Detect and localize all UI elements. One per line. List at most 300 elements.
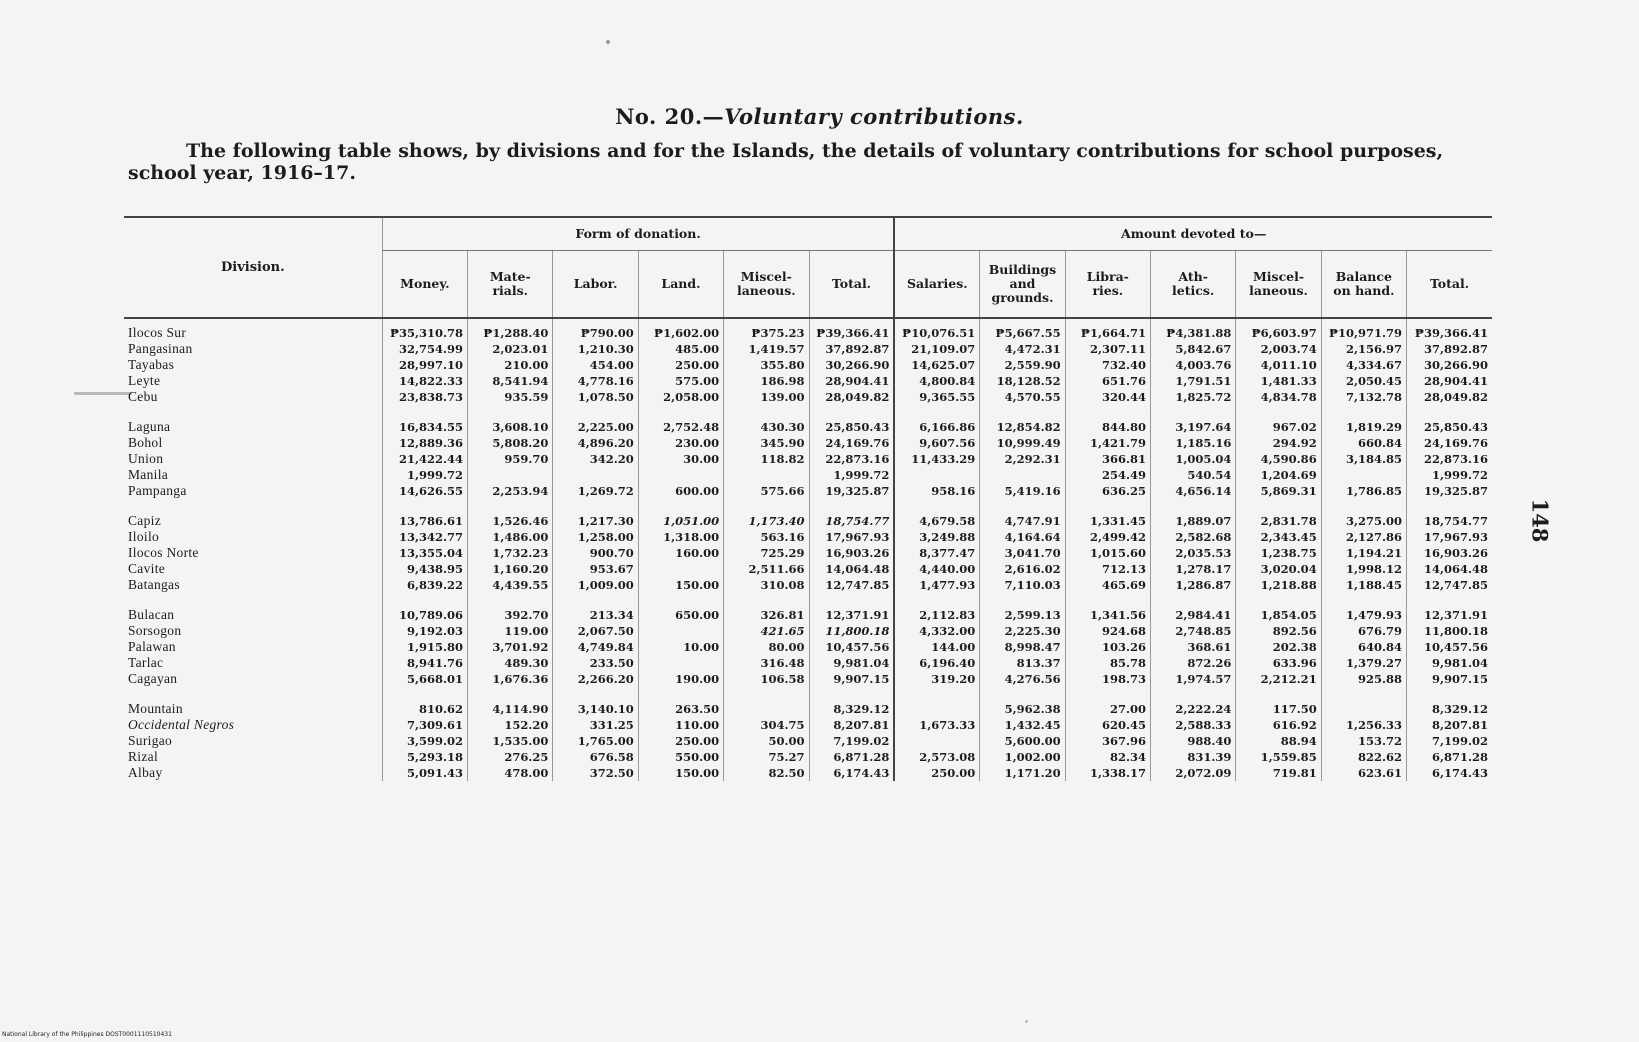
- column-header: Miscel- laneous.: [1236, 251, 1321, 319]
- value-cell: 1,185.16: [1150, 435, 1235, 451]
- value-cell: 110.00: [638, 717, 723, 733]
- value-cell: 2,067.50: [553, 623, 638, 639]
- value-cell: 719.81: [1236, 765, 1321, 781]
- division-name: Manila: [128, 467, 169, 482]
- value-cell: 103.26: [1065, 639, 1150, 655]
- value-cell: 28,904.41: [1407, 373, 1492, 389]
- value-cell: 9,607.56: [894, 435, 979, 451]
- value-cell: 18,754.77: [809, 513, 894, 529]
- value-cell: ₱10,971.79: [1321, 325, 1406, 341]
- value-cell: 4,011.10: [1236, 357, 1321, 373]
- value-cell: 1,526.46: [468, 513, 553, 529]
- library-credit: National Library of the Philippines DOST0001110510431: [2, 1031, 172, 1038]
- table-row: [124, 373, 1492, 389]
- table-row: [124, 545, 1492, 561]
- value-cell: 900.70: [553, 545, 638, 561]
- division-name: Cebu: [128, 389, 158, 404]
- value-cell: 5,600.00: [980, 733, 1065, 749]
- value-cell: 7,110.03: [980, 577, 1065, 593]
- value-cell: 28,904.41: [809, 373, 894, 389]
- value-cell: 14,625.07: [894, 357, 979, 373]
- table-row: [124, 577, 1492, 593]
- value-cell: 5,419.16: [980, 483, 1065, 499]
- value-cell: 28,997.10: [382, 357, 467, 373]
- value-cell: 16,903.26: [1407, 545, 1492, 561]
- value-cell: 1,258.00: [553, 529, 638, 545]
- intro-paragraph: The following table shows, by divisions and for the Islands, the details of voluntary contributions for school purposes, school year, 1916–17.: [128, 140, 1444, 184]
- value-cell: 25,850.43: [809, 419, 894, 435]
- value-cell: 958.16: [894, 483, 979, 499]
- value-cell: 2,599.13: [980, 607, 1065, 623]
- value-cell: 326.81: [724, 607, 809, 623]
- value-cell: 10,457.56: [809, 639, 894, 655]
- value-cell: 732.40: [1065, 357, 1150, 373]
- table-row: [124, 765, 1492, 781]
- value-cell: 2,035.53: [1150, 545, 1235, 561]
- value-cell: 368.61: [1150, 639, 1235, 655]
- value-cell: 3,249.88: [894, 529, 979, 545]
- value-cell: ₱6,603.97: [1236, 325, 1321, 341]
- value-cell: 2,292.31: [980, 451, 1065, 467]
- value-cell: 892.56: [1236, 623, 1321, 639]
- group-spacer: [124, 593, 1492, 607]
- division-name: Tayabas: [128, 357, 175, 372]
- value-cell: 9,365.55: [894, 389, 979, 405]
- value-cell: 6,871.28: [809, 749, 894, 765]
- value-cell: 82.50: [724, 765, 809, 781]
- value-cell: 1,481.33: [1236, 373, 1321, 389]
- value-cell: ₱39,366.41: [809, 325, 894, 341]
- value-cell: 186.98: [724, 373, 809, 389]
- division-name: Albay: [128, 765, 163, 780]
- value-cell: 2,003.74: [1236, 341, 1321, 357]
- value-cell: 430.30: [724, 419, 809, 435]
- value-cell: 19,325.87: [809, 483, 894, 499]
- value-cell: 8,998.47: [980, 639, 1065, 655]
- value-cell: 7,309.61: [382, 717, 467, 733]
- scan-speck: [1025, 1020, 1028, 1023]
- value-cell: 9,981.04: [1407, 655, 1492, 671]
- table-row: [124, 513, 1492, 529]
- value-cell: 8,377.47: [894, 545, 979, 561]
- table-row: [124, 749, 1492, 765]
- value-cell: 372.50: [553, 765, 638, 781]
- division-name: Palawan: [128, 639, 176, 654]
- value-cell: 1,791.51: [1150, 373, 1235, 389]
- division-name: Leyte: [128, 373, 161, 388]
- value-cell: 160.00: [638, 545, 723, 561]
- value-cell: 6,871.28: [1407, 749, 1492, 765]
- value-cell: 2,253.94: [468, 483, 553, 499]
- table-row: [124, 341, 1492, 357]
- table-header: [124, 217, 1492, 318]
- value-cell: 1,286.87: [1150, 577, 1235, 593]
- value-cell: 1,278.17: [1150, 561, 1235, 577]
- value-cell: 276.25: [468, 749, 553, 765]
- column-header: Labor.: [553, 251, 638, 319]
- division-name: Pampanga: [128, 483, 187, 498]
- value-cell: 7,132.78: [1321, 389, 1406, 405]
- value-cell: 5,842.67: [1150, 341, 1235, 357]
- value-cell: 1,535.00: [468, 733, 553, 749]
- group-spacer: [124, 687, 1492, 701]
- value-cell: 616.92: [1236, 717, 1321, 733]
- value-cell: 640.84: [1321, 639, 1406, 655]
- value-cell: 12,747.85: [1407, 577, 1492, 593]
- value-cell: 2,752.48: [638, 419, 723, 435]
- value-cell: 12,371.91: [809, 607, 894, 623]
- value-cell: 4,164.64: [980, 529, 1065, 545]
- value-cell: 250.00: [894, 765, 979, 781]
- value-cell: [980, 467, 1065, 483]
- value-cell: 19,325.87: [1407, 483, 1492, 499]
- table-row: [124, 561, 1492, 577]
- form-of-donation-header: Form of donation.: [382, 217, 894, 251]
- value-cell: 4,276.56: [980, 671, 1065, 687]
- value-cell: 106.58: [724, 671, 809, 687]
- value-cell: 263.50: [638, 701, 723, 717]
- value-cell: 117.50: [1236, 701, 1321, 717]
- division-name: Batangas: [128, 577, 180, 592]
- value-cell: 925.88: [1321, 671, 1406, 687]
- value-cell: 316.48: [724, 655, 809, 671]
- value-cell: 18,128.52: [980, 373, 1065, 389]
- value-cell: 2,511.66: [724, 561, 809, 577]
- value-cell: 623.61: [1321, 765, 1406, 781]
- value-cell: 12,854.82: [980, 419, 1065, 435]
- value-cell: 8,541.94: [468, 373, 553, 389]
- value-cell: 18,754.77: [1407, 513, 1492, 529]
- value-cell: 421.65: [724, 623, 809, 639]
- division-name: Cavite: [128, 561, 166, 576]
- value-cell: 85.78: [1065, 655, 1150, 671]
- value-cell: 575.00: [638, 373, 723, 389]
- value-cell: 198.73: [1065, 671, 1150, 687]
- value-cell: ₱5,667.55: [980, 325, 1065, 341]
- value-cell: 2,156.97: [1321, 341, 1406, 357]
- value-cell: 8,207.81: [1407, 717, 1492, 733]
- value-cell: 1,002.00: [980, 749, 1065, 765]
- value-cell: 2,831.78: [1236, 513, 1321, 529]
- value-cell: 465.69: [1065, 577, 1150, 593]
- value-cell: 1,854.05: [1236, 607, 1321, 623]
- column-header: Buildings and grounds.: [980, 251, 1065, 319]
- value-cell: 21,422.44: [382, 451, 467, 467]
- value-cell: 1,331.45: [1065, 513, 1150, 529]
- value-cell: 650.00: [638, 607, 723, 623]
- value-cell: 540.54: [1150, 467, 1235, 483]
- value-cell: 1,999.72: [382, 467, 467, 483]
- value-cell: 1,318.00: [638, 529, 723, 545]
- division-name: Pangasinan: [128, 341, 193, 356]
- value-cell: 250.00: [638, 733, 723, 749]
- value-cell: 3,140.10: [553, 701, 638, 717]
- value-cell: 152.20: [468, 717, 553, 733]
- value-cell: 11,800.18: [809, 623, 894, 639]
- value-cell: 1,217.30: [553, 513, 638, 529]
- table-row: [124, 639, 1492, 655]
- value-cell: 190.00: [638, 671, 723, 687]
- division-name: Ilocos Norte: [128, 545, 199, 560]
- column-header: Libra- ries.: [1065, 251, 1150, 319]
- table-row: [124, 733, 1492, 749]
- value-cell: 1,477.93: [894, 577, 979, 593]
- value-cell: 213.34: [553, 607, 638, 623]
- value-cell: 2,559.90: [980, 357, 1065, 373]
- value-cell: 2,748.85: [1150, 623, 1235, 639]
- value-cell: 967.02: [1236, 419, 1321, 435]
- value-cell: 6,839.22: [382, 577, 467, 593]
- value-cell: 9,907.15: [809, 671, 894, 687]
- value-cell: 1,999.72: [809, 467, 894, 483]
- value-cell: 4,114.90: [468, 701, 553, 717]
- division-header: Division.: [124, 217, 382, 318]
- value-cell: ₱375.23: [724, 325, 809, 341]
- value-cell: 4,834.78: [1236, 389, 1321, 405]
- value-cell: [638, 467, 723, 483]
- value-cell: 5,869.31: [1236, 483, 1321, 499]
- value-cell: 10.00: [638, 639, 723, 655]
- value-cell: 4,896.20: [553, 435, 638, 451]
- value-cell: 355.80: [724, 357, 809, 373]
- value-cell: 1,889.07: [1150, 513, 1235, 529]
- value-cell: 17,967.93: [809, 529, 894, 545]
- value-cell: 150.00: [638, 765, 723, 781]
- value-cell: 230.00: [638, 435, 723, 451]
- value-cell: [1321, 701, 1406, 717]
- value-cell: 4,749.84: [553, 639, 638, 655]
- value-cell: 1,998.12: [1321, 561, 1406, 577]
- value-cell: 813.37: [980, 655, 1065, 671]
- value-cell: 4,332.00: [894, 623, 979, 639]
- value-cell: 210.00: [468, 357, 553, 373]
- value-cell: 9,438.95: [382, 561, 467, 577]
- value-cell: ₱1,602.00: [638, 325, 723, 341]
- value-cell: 953.67: [553, 561, 638, 577]
- value-cell: 342.20: [553, 451, 638, 467]
- value-cell: 1,009.00: [553, 577, 638, 593]
- value-cell: 2,225.30: [980, 623, 1065, 639]
- table-row: [124, 467, 1492, 483]
- table-row: [124, 325, 1492, 341]
- value-cell: 250.00: [638, 357, 723, 373]
- value-cell: [724, 701, 809, 717]
- value-cell: 8,207.81: [809, 717, 894, 733]
- value-cell: ₱35,310.78: [382, 325, 467, 341]
- value-cell: 5,091.43: [382, 765, 467, 781]
- table-row: [124, 655, 1492, 671]
- division-name: Tarlac: [128, 655, 164, 670]
- value-cell: 600.00: [638, 483, 723, 499]
- value-cell: 4,570.55: [980, 389, 1065, 405]
- value-cell: 3,184.85: [1321, 451, 1406, 467]
- value-cell: 872.26: [1150, 655, 1235, 671]
- value-cell: 2,112.83: [894, 607, 979, 623]
- title-italic: Voluntary contributions.: [724, 104, 1024, 129]
- page-title: [0, 104, 1639, 129]
- value-cell: 80.00: [724, 639, 809, 655]
- value-cell: 2,050.45: [1321, 373, 1406, 389]
- amount-devoted-header: Amount devoted to—: [894, 217, 1492, 251]
- value-cell: 636.25: [1065, 483, 1150, 499]
- value-cell: 1,673.33: [894, 717, 979, 733]
- value-cell: 9,907.15: [1407, 671, 1492, 687]
- value-cell: 4,472.31: [980, 341, 1065, 357]
- value-cell: 392.70: [468, 607, 553, 623]
- value-cell: 620.45: [1065, 717, 1150, 733]
- division-name: Iloilo: [128, 529, 160, 544]
- value-cell: 935.59: [468, 389, 553, 405]
- value-cell: 6,174.43: [1407, 765, 1492, 781]
- value-cell: 454.00: [553, 357, 638, 373]
- value-cell: 2,984.41: [1150, 607, 1235, 623]
- value-cell: ₱39,366.41: [1407, 325, 1492, 341]
- value-cell: 23,838.73: [382, 389, 467, 405]
- table-row: [124, 483, 1492, 499]
- value-cell: 119.00: [468, 623, 553, 639]
- value-cell: 310.08: [724, 577, 809, 593]
- value-cell: 1,999.72: [1407, 467, 1492, 483]
- value-cell: 1,005.04: [1150, 451, 1235, 467]
- contributions-table: [124, 216, 1492, 781]
- value-cell: 1,188.45: [1321, 577, 1406, 593]
- value-cell: 153.72: [1321, 733, 1406, 749]
- value-cell: 139.00: [724, 389, 809, 405]
- value-cell: 4,778.16: [553, 373, 638, 389]
- value-cell: 1,421.79: [1065, 435, 1150, 451]
- table-row: [124, 389, 1492, 405]
- value-cell: 1,338.17: [1065, 765, 1150, 781]
- value-cell: 10,999.49: [980, 435, 1065, 451]
- value-cell: 14,822.33: [382, 373, 467, 389]
- value-cell: 478.00: [468, 765, 553, 781]
- division-name: Cagayan: [128, 671, 178, 686]
- value-cell: 11,433.29: [894, 451, 979, 467]
- table-row: [124, 451, 1492, 467]
- value-cell: 2,307.11: [1065, 341, 1150, 357]
- division-name: Bohol: [128, 435, 163, 450]
- value-cell: 10,789.06: [382, 607, 467, 623]
- value-cell: 1,341.56: [1065, 607, 1150, 623]
- value-cell: 2,343.45: [1236, 529, 1321, 545]
- value-cell: 21,109.07: [894, 341, 979, 357]
- value-cell: 233.50: [553, 655, 638, 671]
- value-cell: 725.29: [724, 545, 809, 561]
- value-cell: [894, 701, 979, 717]
- column-header: Mate- rials.: [468, 251, 553, 319]
- value-cell: 37,892.87: [809, 341, 894, 357]
- value-cell: 1,210.30: [553, 341, 638, 357]
- value-cell: 2,266.20: [553, 671, 638, 687]
- value-cell: 1,379.27: [1321, 655, 1406, 671]
- value-cell: 1,078.50: [553, 389, 638, 405]
- value-cell: [894, 733, 979, 749]
- table-row: [124, 701, 1492, 717]
- division-name: Sorsogon: [128, 623, 182, 638]
- value-cell: 30,266.90: [809, 357, 894, 373]
- value-cell: 485.00: [638, 341, 723, 357]
- value-cell: 331.25: [553, 717, 638, 733]
- value-cell: 1,173.40: [724, 513, 809, 529]
- value-cell: 2,072.09: [1150, 765, 1235, 781]
- value-cell: 1,015.60: [1065, 545, 1150, 561]
- value-cell: 1,765.00: [553, 733, 638, 749]
- value-cell: 1,194.21: [1321, 545, 1406, 561]
- value-cell: 2,222.24: [1150, 701, 1235, 717]
- value-cell: 254.49: [1065, 467, 1150, 483]
- value-cell: 32,754.99: [382, 341, 467, 357]
- value-cell: 25,850.43: [1407, 419, 1492, 435]
- value-cell: [894, 467, 979, 483]
- value-cell: 4,800.84: [894, 373, 979, 389]
- division-name: Surigao: [128, 733, 173, 748]
- column-header: Land.: [638, 251, 723, 319]
- value-cell: 82.34: [1065, 749, 1150, 765]
- value-cell: 22,873.16: [1407, 451, 1492, 467]
- column-header: Ath- letics.: [1150, 251, 1235, 319]
- value-cell: ₱1,288.40: [468, 325, 553, 341]
- value-cell: 13,342.77: [382, 529, 467, 545]
- value-cell: ₱10,076.51: [894, 325, 979, 341]
- value-cell: 14,626.55: [382, 483, 467, 499]
- column-header: Salaries.: [894, 251, 979, 319]
- table-body: [124, 318, 1492, 781]
- value-cell: 9,981.04: [809, 655, 894, 671]
- value-cell: 2,499.42: [1065, 529, 1150, 545]
- value-cell: 2,616.02: [980, 561, 1065, 577]
- value-cell: 2,582.68: [1150, 529, 1235, 545]
- value-cell: 30,266.90: [1407, 357, 1492, 373]
- page-number: 148: [1527, 498, 1553, 543]
- value-cell: 1,819.29: [1321, 419, 1406, 435]
- division-name: Union: [128, 451, 164, 466]
- value-cell: 1,974.57: [1150, 671, 1235, 687]
- value-cell: 202.38: [1236, 639, 1321, 655]
- value-cell: ₱1,664.71: [1065, 325, 1150, 341]
- value-cell: 1,915.80: [382, 639, 467, 655]
- group-spacer: [124, 405, 1492, 419]
- value-cell: 17,967.93: [1407, 529, 1492, 545]
- table-row: [124, 623, 1492, 639]
- group-spacer: [124, 318, 1492, 325]
- value-cell: 14,064.48: [809, 561, 894, 577]
- value-cell: ₱790.00: [553, 325, 638, 341]
- value-cell: 9,192.03: [382, 623, 467, 639]
- value-cell: ₱4,381.88: [1150, 325, 1235, 341]
- value-cell: 4,334.67: [1321, 357, 1406, 373]
- value-cell: 2,023.01: [468, 341, 553, 357]
- value-cell: 27.00: [1065, 701, 1150, 717]
- value-cell: 3,197.64: [1150, 419, 1235, 435]
- value-cell: 6,174.43: [809, 765, 894, 781]
- value-cell: [553, 467, 638, 483]
- value-cell: 1,171.20: [980, 765, 1065, 781]
- value-cell: 2,127.86: [1321, 529, 1406, 545]
- division-name: Ilocos Sur: [128, 325, 187, 340]
- value-cell: [1321, 467, 1406, 483]
- table-row: [124, 717, 1492, 733]
- value-cell: 5,808.20: [468, 435, 553, 451]
- table-row: [124, 419, 1492, 435]
- value-cell: 3,608.10: [468, 419, 553, 435]
- value-cell: 676.58: [553, 749, 638, 765]
- value-cell: 5,962.38: [980, 701, 1065, 717]
- value-cell: 118.82: [724, 451, 809, 467]
- value-cell: 3,041.70: [980, 545, 1065, 561]
- value-cell: 13,355.04: [382, 545, 467, 561]
- value-cell: 1,676.36: [468, 671, 553, 687]
- value-cell: 2,225.00: [553, 419, 638, 435]
